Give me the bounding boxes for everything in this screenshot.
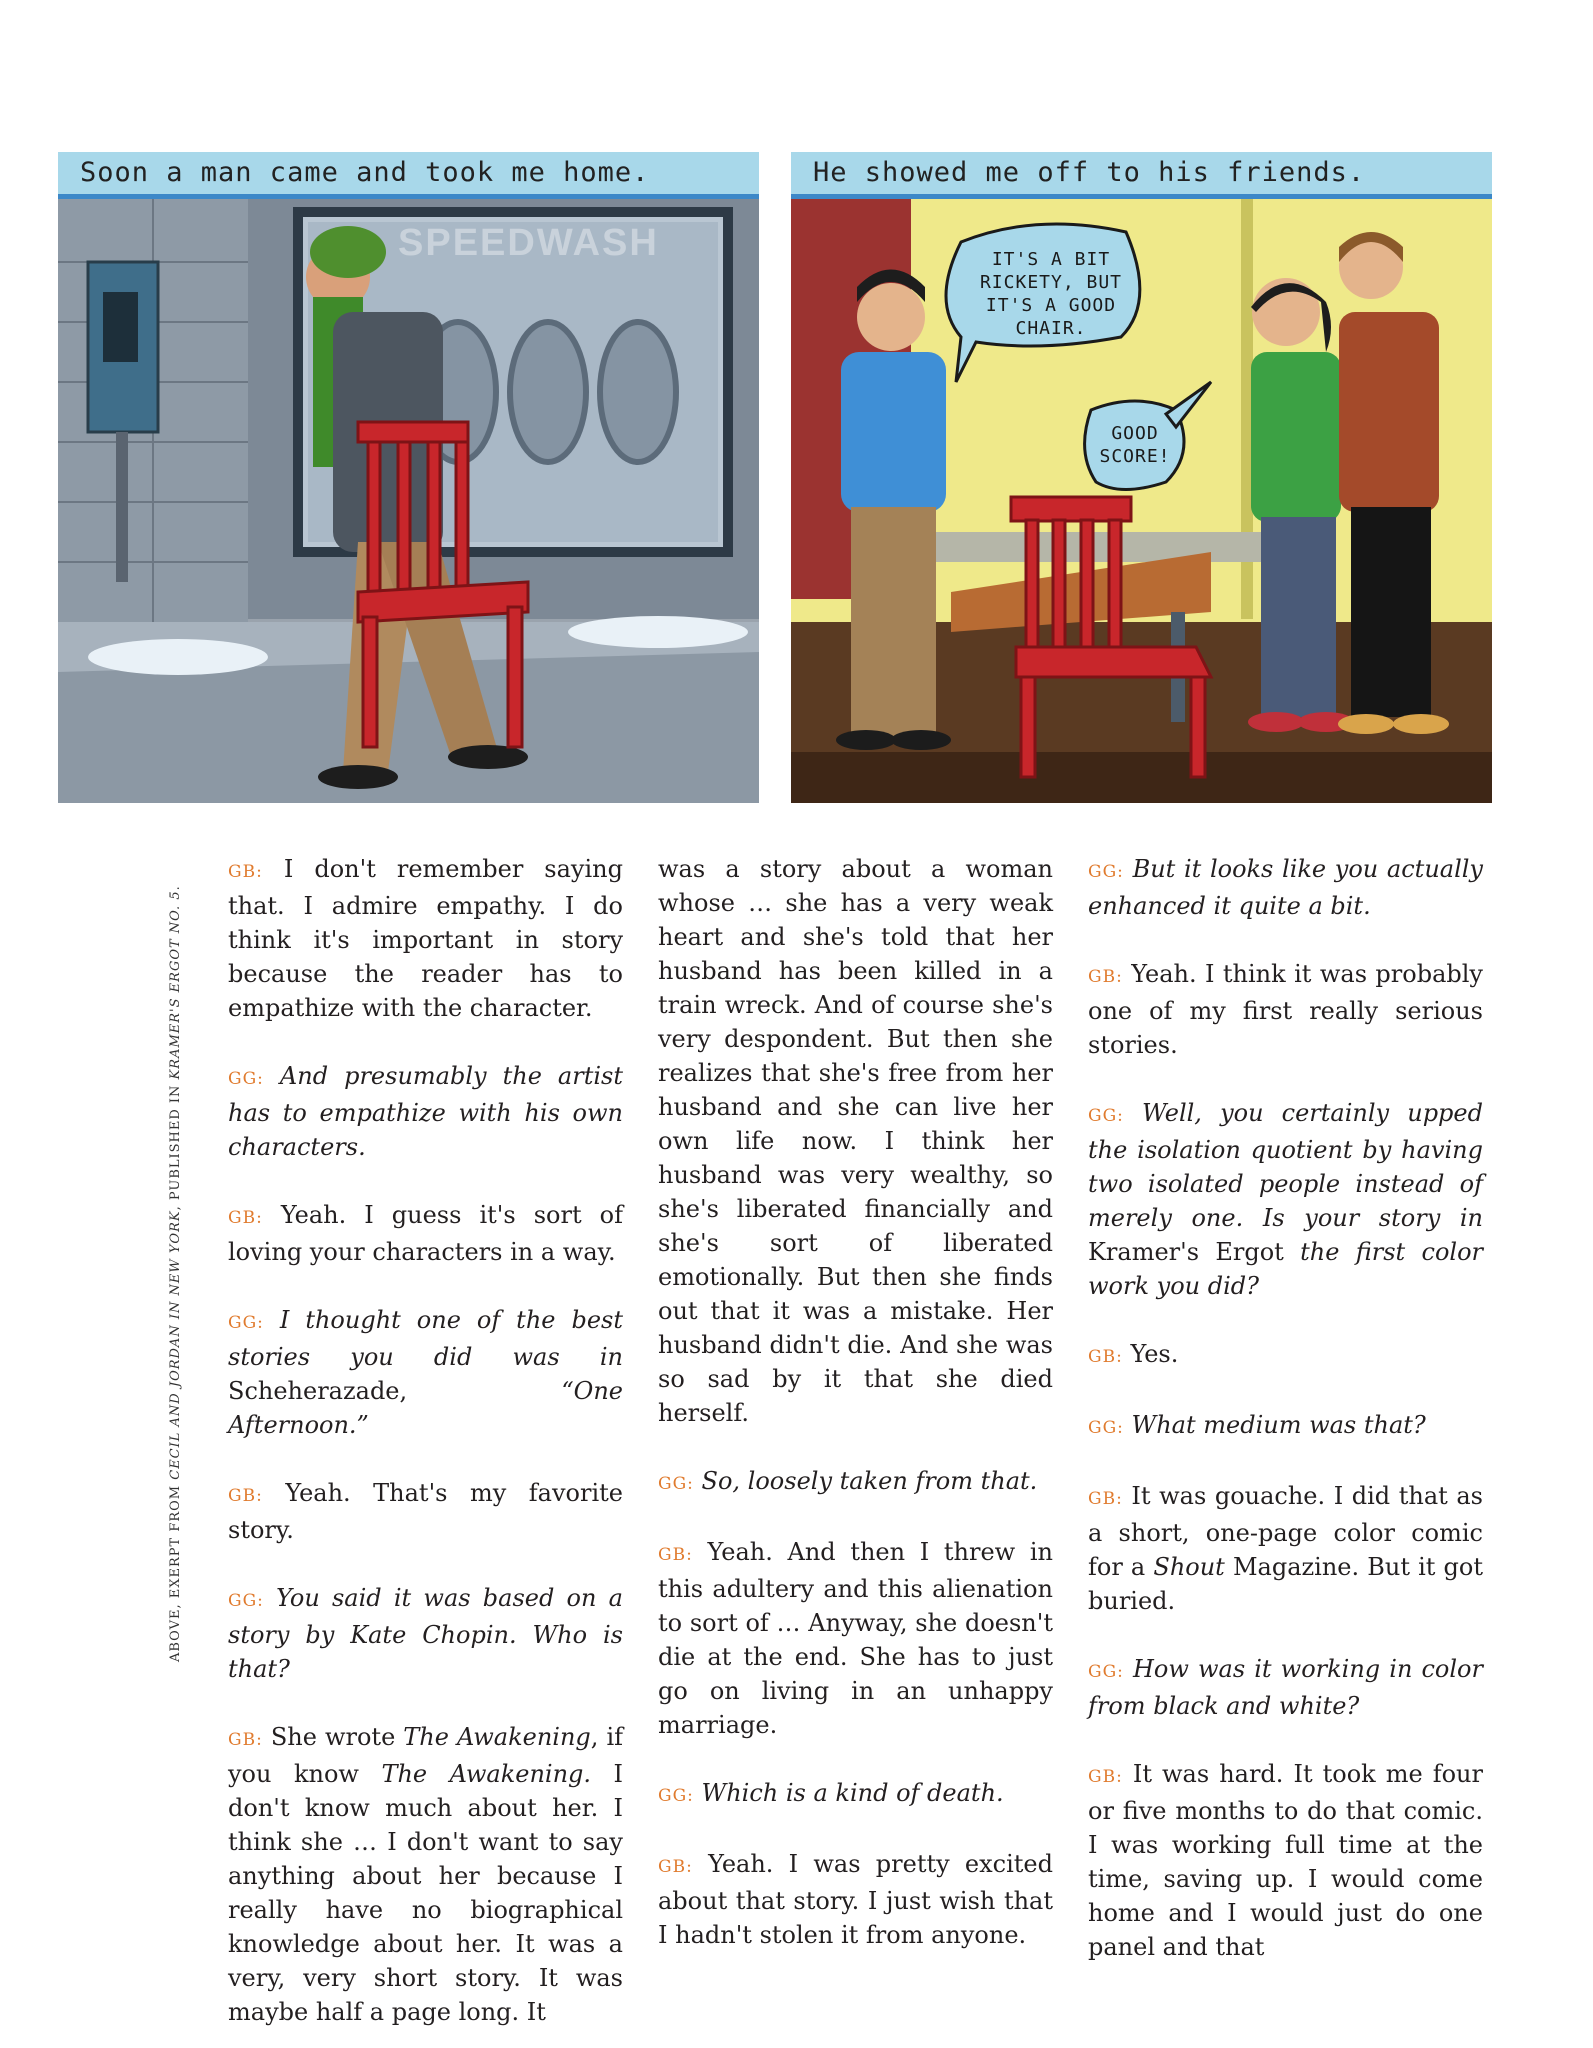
panel-caption: Soon a man came and took me home. — [58, 152, 759, 199]
speaker-gb: GB: — [658, 1857, 693, 1877]
interview-question: GG: But it looks like you actually enhanced it quite a bit. — [1088, 855, 1483, 920]
speaker-gg: GG: — [228, 1591, 264, 1611]
interview-answer: GB: It was hard. It took me four or five months to do that comic. I was working full time at the time, saving up. I would come home and I would just do one panel and that — [1088, 1760, 1483, 1961]
image-credit: ABOVE, EXERPT FROM CECIL AND JORDAN IN NEW YORK, PUBLISHED IN KRAMER'S ERGOT NO. 5. — [168, 885, 183, 1662]
interview-question: GG: I thought one of the best stories you did was in Scheherazade, “One Afternoon.” — [228, 1306, 623, 1439]
living-room-illustration — [791, 152, 1492, 803]
bubble-line: GOOD — [1111, 423, 1159, 444]
speech-bubble-chair — [971, 248, 1131, 340]
interview-answer: GB: Yeah. That's my favorite story. — [228, 1479, 623, 1544]
interview-answer: GB: Yeah. I think it was probably one of my first really serious stories. — [1088, 960, 1483, 1059]
speaker-gb: GB: — [1088, 1489, 1123, 1509]
speech-bubble-score — [1089, 422, 1181, 468]
speaker-gb: GB: — [228, 1208, 263, 1228]
bubble-line: CHAIR. — [1015, 318, 1087, 339]
speaker-gb: GB: — [228, 1730, 263, 1750]
speaker-gg: GG: — [228, 1313, 264, 1333]
speaker-gb: GB: — [658, 1545, 693, 1565]
interview-question: GG: So, loosely taken from that. — [658, 1467, 1038, 1495]
interview-answer: GB: Yeah. I guess it's sort of loving your characters in a way. — [228, 1201, 623, 1266]
speaker-gb: GB: — [1088, 1767, 1123, 1787]
speaker-gg: GG: — [1088, 1418, 1124, 1438]
interview-answer: GB: She wrote The Awakening, if you know The Awakening. I don't know much about her. I think she … I don't want to say anything about her because I really have no biographical knowledge about her. It was a very, very short story. It was maybe half a page long. It — [228, 1723, 624, 2026]
speaker-gg: GG: — [228, 1069, 264, 1089]
bubble-line: SCORE! — [1099, 446, 1171, 467]
text-column-1 — [228, 852, 623, 2029]
speaker-gb: GB: — [1088, 967, 1123, 987]
speaker-gg: GG: — [658, 1786, 694, 1806]
interview-question: GG: What medium was that? — [1088, 1411, 1426, 1439]
interview-question: GG: And presumably the artist has to empathize with his own characters. — [228, 1062, 623, 1161]
text-column-2 — [658, 852, 1053, 1952]
comic-panel-right — [791, 152, 1492, 803]
panel-caption: He showed me off to his friends. — [791, 152, 1492, 199]
speedwash-sign: SPEEDWASH — [398, 222, 659, 264]
speaker-gb: GB: — [1088, 1347, 1123, 1367]
interview-answer: GB: Yes. — [1088, 1340, 1179, 1368]
interview-answer-continued: was a story about a woman whose … she has a very weak heart and she's told that her husband has been killed in a train wreck. And of course she's very despondent. But then she realizes that she's free from her husband and she can live her own life now. I think her husband was very wealthy, so she's liberated financially and she's sort of liberated emotionally. But then she finds out that it was a mistake. Her husband didn't die. And she was so sad by it that she died herself. — [658, 855, 1053, 1427]
speaker-gb: GB: — [228, 1486, 263, 1506]
bubble-line: RICKETY, BUT — [979, 272, 1123, 293]
interview-question: GG: Well, you certainly upped the isolation quotient by having two isolated people instead of merely one. Is your story in Kramer's Ergot the first color work you did? — [1088, 1099, 1483, 1300]
interview-answer: GB: Yeah. I was pretty excited about that story. I just wish that I hadn't stolen it from anyone. — [658, 1850, 1053, 1949]
speaker-gg: GG: — [658, 1474, 694, 1494]
interview-answer: GB: Yeah. And then I threw in this adultery and this alienation to sort of … Anyway, she doesn't die at the end. She has to just go on living in an unhappy marriage. — [658, 1538, 1053, 1739]
interview-question: GG: Which is a kind of death. — [658, 1779, 1004, 1807]
bubble-line: IT'S A BIT — [991, 249, 1111, 270]
text-column-3 — [1088, 852, 1483, 1964]
interview-answer: GB: I don't remember saying that. I admire empathy. I do think it's important in story because the reader has to empathize with the character. — [228, 855, 623, 1022]
interview-question: GG: You said it was based on a story by Kate Chopin. Who is that? — [228, 1584, 623, 1683]
bubble-line: IT'S A GOOD — [985, 295, 1117, 316]
interview-answer: GB: It was gouache. I did that as a short, one-page color comic for a Shout Magazine. But it got buried. — [1088, 1482, 1484, 1615]
comic-panel-left — [58, 152, 759, 803]
speaker-gb: GB: — [228, 862, 263, 882]
speaker-gg: GG: — [1088, 1662, 1124, 1682]
speaker-gg: GG: — [1088, 1106, 1124, 1126]
interview-question: GG: How was it working in color from black and white? — [1088, 1655, 1483, 1720]
speaker-gg: GG: — [1088, 862, 1124, 882]
